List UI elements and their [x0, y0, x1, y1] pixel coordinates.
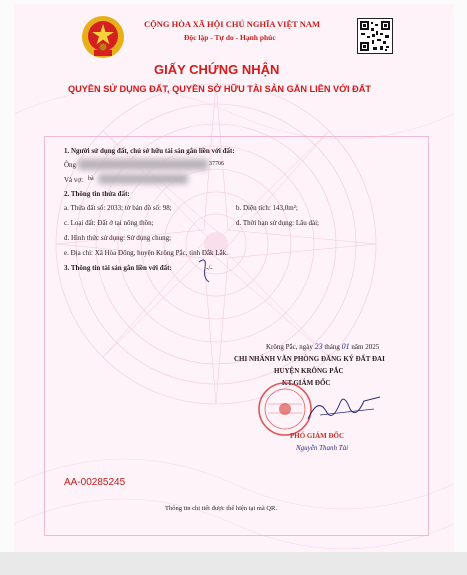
on-behalf-label: KT.GIÁM ĐỐC	[282, 379, 331, 387]
signature-scribble	[304, 389, 384, 429]
bottom-strip	[0, 552, 467, 575]
national-motto: Độc lập - Tự do - Hạnh phúc	[184, 33, 276, 42]
spouse-name-fragment: bà	[88, 176, 94, 182]
land-type: c. Loại đất: Đất ở tại nông thôn;	[64, 219, 154, 227]
handwritten-mark	[195, 254, 215, 284]
serial-number: AA-00285245	[64, 477, 126, 488]
land-heading: 2. Thông tin thửa đất:	[64, 190, 130, 198]
certificate-subtitle: QUYỀN SỬ DỤNG ĐẤT, QUYỀN SỞ HỮU TÀI SẢN GẮN LIỀN VỚI ĐẤT	[68, 84, 371, 94]
year-label: năm 2025	[351, 343, 380, 351]
redacted-owner-name	[78, 159, 208, 170]
country-name: CỘNG HÒA XÃ HỘI CHỦ NGHĨA VIỆT NAM	[144, 19, 321, 29]
office-name-line1: CHI NHÁNH VĂN PHÒNG ĐĂNG KÝ ĐẤT ĐAI	[234, 355, 385, 363]
land-parcel: a. Thửa đất số: 2033; tờ bản đồ số: 98;	[64, 204, 172, 212]
redacted-spouse-name	[98, 174, 188, 184]
sign-month: 01	[341, 342, 350, 351]
assets-value: -/-	[206, 264, 213, 272]
spouse-prefix: Và vợ:	[64, 176, 84, 184]
land-use-form: đ. Hình thức sử dụng: Sử dụng chung;	[64, 234, 172, 242]
land-address: e. Địa chỉ: Xã Hòa Đông, huyện Krông Pắc, tỉnh Đắk Lắk.	[64, 249, 228, 257]
month-label: tháng	[324, 343, 340, 351]
owner-id-fragment: 37706	[209, 161, 224, 167]
land-term: d. Thời hạn sử dụng: Lâu dài;	[236, 219, 319, 227]
assets-heading: 3. Thông tin tài sản gắn liền với đất:	[64, 264, 172, 272]
qr-footer-note: Thông tin chi tiết được thể hiện tại mã QR.	[165, 505, 278, 512]
signer-position: PHÓ GIÁM ĐỐC	[290, 432, 345, 440]
office-name-line2: HUYỆN KRÔNG PẮC	[274, 367, 344, 375]
qr-code	[357, 18, 393, 54]
national-emblem-icon	[80, 14, 126, 60]
land-use-certificate	[14, 4, 454, 552]
land-area: b. Diện tích: 143,0m²;	[236, 204, 298, 212]
owner-heading: 1. Người sử dụng đất, chủ sở hữu tài sản gắn liền với đất:	[64, 147, 235, 155]
sign-day: 23	[314, 342, 323, 351]
place-date-prefix: Krông Pắc, ngày	[266, 343, 313, 351]
certificate-title: GIẤY CHỨNG NHẬN	[154, 62, 280, 77]
signer-name: Nguyễn Thanh Tài	[296, 444, 349, 452]
owner-name-prefix: Ông	[64, 161, 77, 169]
